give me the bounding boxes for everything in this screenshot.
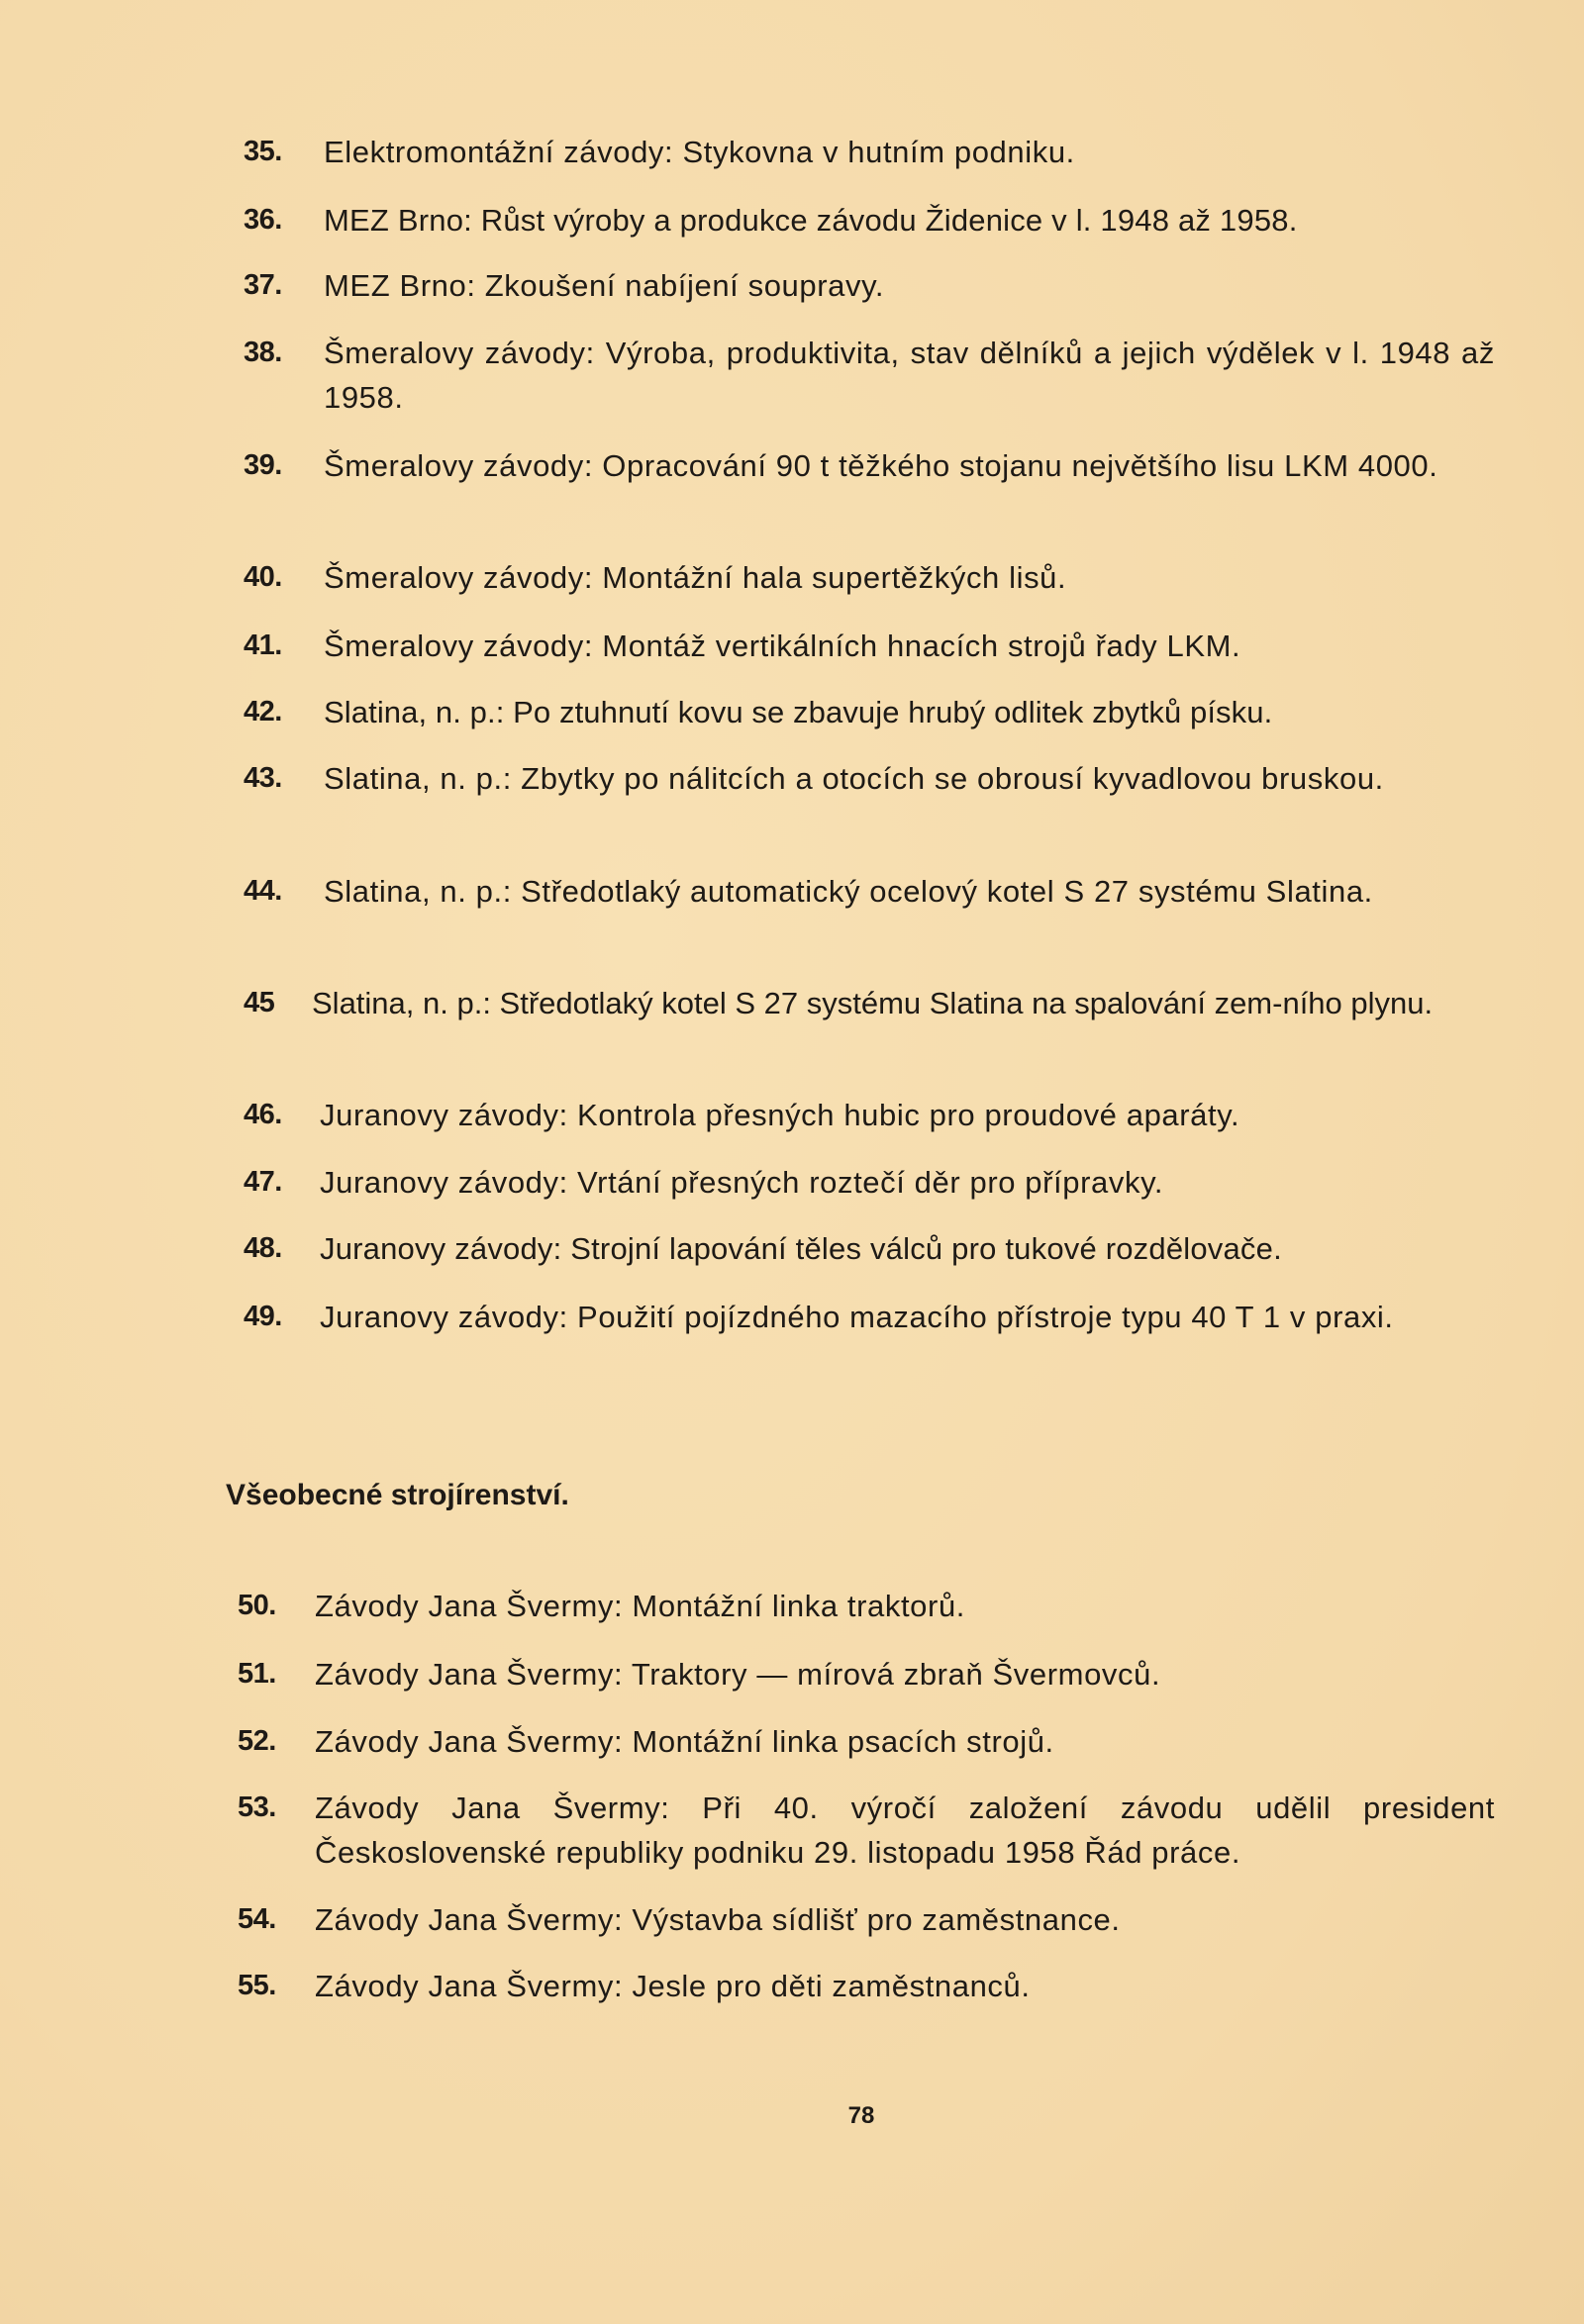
item-number: 51. [238, 1658, 276, 1690]
item-text: Juranovy závody: Strojní lapování těles válců pro tukové rozdělovače. [320, 1231, 1282, 1266]
item-text: Šmeralovy závody: Opracování 90 t těžkého stojanu největšího lisu LKM 4000. [324, 448, 1438, 483]
item-number: 54. [238, 1903, 276, 1935]
item-text: Slatina, n. p.: Po ztuhnutí kovu se zbavuje hrubý odlitek zbytků písku. [324, 695, 1273, 729]
item-text: Závody Jana Švermy: Při 40. výročí založení závodu udělil president Československé republiky podniku 29. listopadu 1958 Řád práce. [315, 1791, 1495, 1870]
item-text: Závody Jana Švermy: Traktory — mírová zbraň Švermovců. [315, 1657, 1161, 1692]
item-number: 53. [238, 1791, 276, 1823]
item-text: Závody Jana Švermy: Výstavba sídlišť pro zaměstnance. [315, 1902, 1121, 1937]
list-item [0, 869, 1584, 958]
list-item [0, 443, 1584, 533]
item-number: 40. [244, 561, 282, 593]
item-text: Závody Jana Švermy: Jesle pro děti zaměstnanců. [315, 1969, 1031, 2003]
item-number: 41. [244, 629, 282, 661]
list-item [0, 756, 1584, 845]
item-text: Slatina, n. p.: Středotlaký automatický ocelový kotel S 27 systému Slatina. [324, 874, 1373, 909]
item-text: MEZ Brno: Růst výroby a produkce závodu Židenice v l. 1948 až 1958. [324, 203, 1298, 238]
item-number: 39. [244, 449, 282, 481]
item-number: 37. [244, 269, 282, 301]
item-number: 35. [244, 136, 282, 167]
item-number: 49. [244, 1301, 282, 1332]
list-item [0, 981, 1584, 1070]
item-number: 44. [244, 875, 282, 907]
item-number: 36. [244, 204, 282, 236]
item-text: MEZ Brno: Zkoušení nabíjení soupravy. [324, 268, 885, 303]
item-text: Elektromontážní závody: Stykovna v hutním podniku. [324, 135, 1075, 169]
item-text: Šmeralovy závody: Výroba, produktivita, stav dělníků a jejich výdělek v l. 1948 až 1958. [324, 336, 1495, 415]
item-number: 47. [244, 1166, 282, 1198]
item-number: 55. [238, 1970, 276, 2001]
item-text: Závody Jana Švermy: Montážní linka traktorů. [315, 1589, 965, 1623]
page-number: 78 [847, 2102, 875, 2129]
list-item [0, 1964, 1584, 2053]
item-number: 38. [244, 337, 282, 368]
list-item [0, 1295, 1584, 1384]
item-number: 48. [244, 1232, 282, 1264]
item-text: Juranovy závody: Vrtání přesných roztečí děr pro přípravky. [320, 1165, 1164, 1200]
list-item [0, 331, 1584, 420]
item-text: Juranovy závody: Použití pojízdného mazacího přístroje typu 40 T 1 v praxi. [320, 1300, 1394, 1334]
item-text: Šmeralovy závody: Montážní hala supertěžkých lisů. [324, 560, 1067, 595]
item-number: 42. [244, 696, 282, 727]
item-number: 50. [238, 1590, 276, 1621]
item-text: Juranovy závody: Kontrola přesných hubic pro proudové aparáty. [320, 1098, 1240, 1132]
list-item [0, 1786, 1584, 1875]
section-heading: Všeobecné strojírenství. [226, 1479, 569, 1511]
item-number: 46. [244, 1099, 282, 1130]
item-number: 45 [244, 987, 275, 1018]
item-text: Závody Jana Švermy: Montážní linka psacích strojů. [315, 1724, 1054, 1759]
item-text: Slatina, n. p.: Zbytky po nálitcích a otocích se obrousí kyvadlovou bruskou. [324, 761, 1384, 796]
item-number: 52. [238, 1725, 276, 1757]
item-text: Slatina, n. p.: Středotlaký kotel S 27 systému Slatina na spalování zem-ního plynu. [312, 986, 1434, 1020]
item-number: 43. [244, 762, 282, 794]
item-text: Šmeralovy závody: Montáž vertikálních hnacích strojů řady LKM. [324, 629, 1241, 663]
